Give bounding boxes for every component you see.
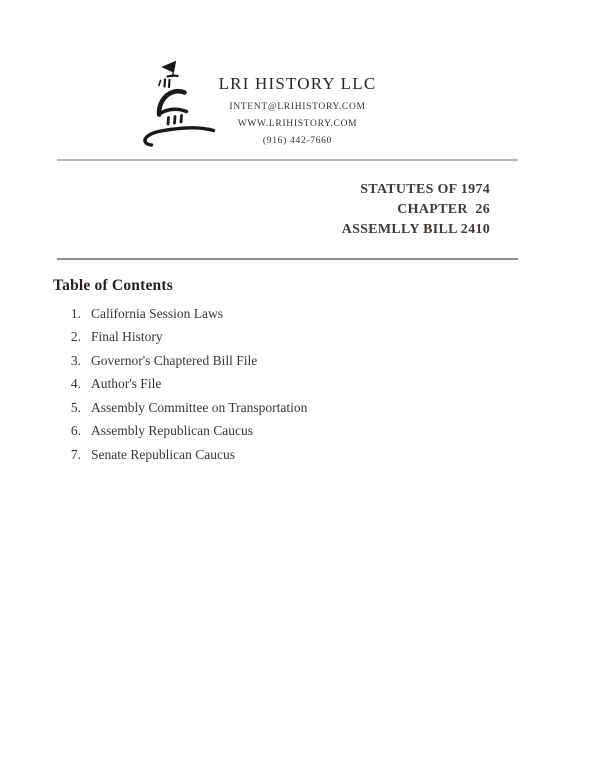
toc-item [68,302,307,326]
toc-title: Table of Contents [53,277,173,294]
toc-item-number: 5. [70,399,81,415]
toc-item-number: 3. [70,352,81,368]
toc-item-label: Final History [91,329,163,345]
toc-item [68,373,307,397]
company-name: LRI HISTORY LLC [218,74,377,93]
horizontal-rule-bottom [57,258,518,260]
toc-item [68,349,307,373]
chapter-line: CHAPTER 26 [397,202,490,217]
bill-reference-block [342,180,490,240]
statutes-line: STATUTES OF 1974 [360,182,490,197]
company-phone: (916) 442-7660 [262,136,333,146]
toc-item-number: 7. [70,446,81,462]
toc-item [68,396,307,420]
toc-item-number: 1. [70,305,81,321]
toc-item [68,420,307,444]
toc-item-label: Author's File [91,376,162,392]
horizontal-rule-top [57,159,518,161]
toc-item-label: Assembly Republican Caucus [91,423,253,439]
toc-item-number: 4. [70,376,81,392]
toc-item-label: California Session Laws [91,305,223,321]
toc-item [68,443,307,467]
toc-list [68,302,307,467]
company-block [165,74,430,150]
company-website: WWW.LRIHISTORY.COM [237,119,358,129]
toc-item-label: Senate Republican Caucus [91,446,235,462]
bill-line: ASSEMLLY BILL 2410 [341,222,490,237]
toc-item-number: 2. [70,329,81,345]
toc-item-label: Governor's Chaptered Bill File [91,352,258,368]
toc-item-label: Assembly Committee on Transportation [91,399,308,415]
toc-item-number: 6. [70,423,81,439]
company-email: INTENT@LRIHISTORY.COM [229,102,366,112]
toc-item [68,326,307,350]
